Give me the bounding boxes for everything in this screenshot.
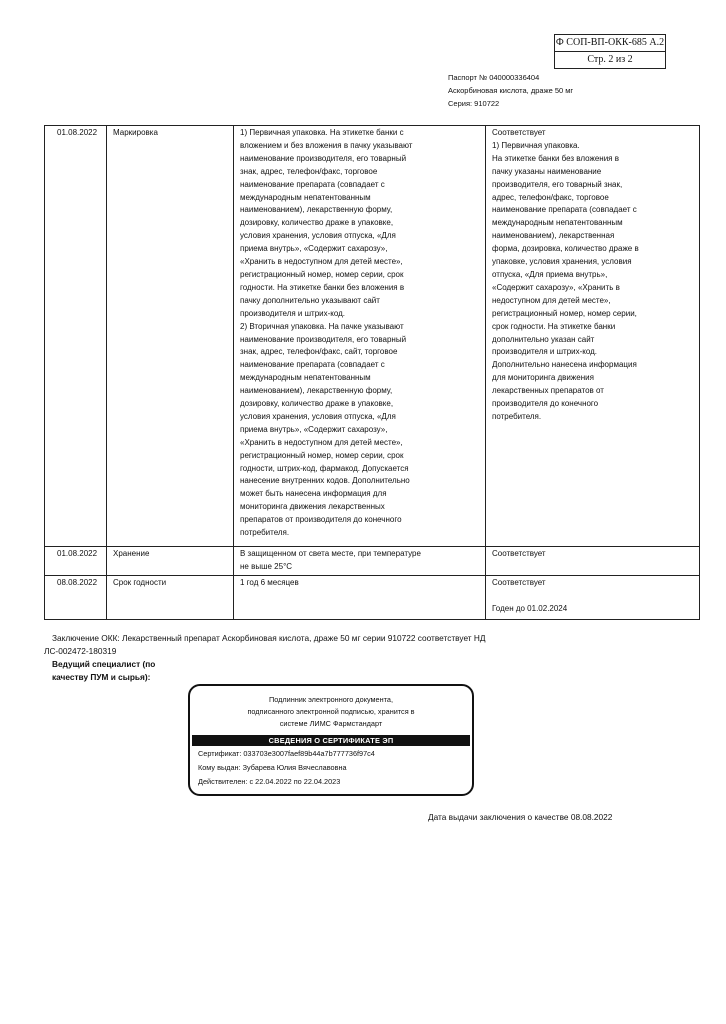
text-line: дополнительно указан сайт: [492, 334, 595, 344]
text-line: дозировку, количество драже в упаковке,: [240, 218, 394, 228]
text-line: наименование препарата (совпадает с: [492, 205, 637, 215]
text-line: нанесение внутренних кодов. Дополнительно: [240, 476, 410, 486]
result: [486, 547, 700, 576]
text-line: наименованием), лекарственная: [492, 231, 615, 241]
text-line: не выше 25°С: [240, 561, 293, 571]
text-line: наименование препарата (совпадает с: [240, 179, 385, 189]
text-line: может быть нанесена информация для: [240, 489, 387, 499]
text-line: 1) Первичная упаковка.: [492, 140, 580, 150]
text-line: приема внутрь», «Содержит сахарозу»,: [240, 424, 388, 434]
text-line: Соответствует: [492, 577, 546, 587]
electronic-signature-stamp: [188, 684, 474, 796]
text-line: срок годности. На этикетке банки: [492, 321, 616, 331]
text-line: годности. На этикетке банки без вложения в: [240, 282, 405, 292]
text-line: Дополнительно нанесена информация: [492, 360, 637, 370]
text-line: В защищенном от света месте, при температуре: [240, 549, 421, 558]
page-number: Стр. 2 из 2: [555, 51, 665, 68]
text-line: условия хранения, условия отпуска, «Для: [240, 231, 396, 241]
text-line: регистрационный номер, номер серии, срок: [240, 269, 404, 279]
test-date: 01.08.2022: [45, 126, 107, 547]
text-line: знак, адрес, телефон/факс, торговое: [240, 166, 378, 176]
passport-number: Паспорт № 040000336404: [448, 73, 540, 82]
test-name: Маркировка: [107, 126, 234, 547]
text-line: «Хранить в недоступном для детей месте»,: [240, 437, 403, 447]
test-date: 08.08.2022: [45, 575, 107, 619]
table-row: [45, 126, 700, 547]
result: [486, 575, 700, 619]
table-row: [45, 547, 700, 576]
text-line: «Хранить в недоступном для детей месте»,: [240, 257, 403, 267]
stamp-line: Подлинник электронного документа,: [268, 695, 393, 704]
series-number: Серия: 910722: [448, 99, 500, 108]
text-line: международным непатентованным: [240, 373, 371, 383]
document-code-box: [554, 34, 666, 69]
test-name: Срок годности: [107, 575, 234, 619]
requirement: [234, 575, 486, 619]
text-line: потребителя.: [492, 411, 542, 421]
text-line: производителя, его товарный знак,: [492, 179, 623, 189]
text-line: отпуска, «Для приема внутрь»,: [492, 269, 608, 279]
text-line: вложением и без вложения в пачку указывают: [240, 140, 413, 150]
text-line: «Содержит сахарозу», «Хранить в: [492, 282, 620, 292]
text-line: 2) Вторичная упаковка. На пачке указывают: [240, 321, 404, 331]
text-line: Соответствует: [492, 128, 546, 137]
certificate-owner: Кому выдан: Зубарева Юлия Вячеславовна: [198, 763, 347, 772]
text-line: для мониторинга движения: [492, 373, 594, 383]
text-line: препаратов от производителя до конечного: [240, 515, 402, 525]
text-line: мониторинга движения лекарственных: [240, 502, 385, 512]
text-line: недоступном для детей месте»,: [492, 295, 611, 305]
text-line: Годен до 01.02.2024: [492, 603, 568, 613]
text-line: условия хранения, условия отпуска, «Для: [240, 411, 396, 421]
text-line: потребителя.: [240, 528, 290, 538]
certificate-validity: Действителен: с 22.04.2022 по 22.04.2023: [198, 777, 341, 786]
stamp-line: системе ЛИМС Фармстандарт: [279, 719, 383, 728]
issue-date: Дата выдачи заключения о качестве 08.08.2022: [428, 812, 613, 822]
certificate-header: СВЕДЕНИЯ О СЕРТИФИКАТЕ ЭП: [192, 735, 470, 746]
text-line: Соответствует: [492, 549, 546, 558]
text-line: адрес, телефон/факс, торговое: [492, 192, 609, 202]
text-line: лекарственных препаратов от: [492, 386, 604, 396]
table-row: [45, 575, 700, 619]
text-line: дозировку, количество драже в упаковке,: [240, 399, 394, 409]
text-line: пачку указаны наименование: [492, 166, 602, 176]
certificate-id: Сертификат: 033703e3007faef89b44a7b777736f97c4: [198, 749, 375, 758]
specialist-label: [52, 658, 155, 684]
text-line: наименованием), лекарственную форму,: [240, 205, 393, 215]
test-date: 01.08.2022: [45, 547, 107, 576]
text-line: международным непатентованным: [240, 192, 371, 202]
document-code: Ф СОП-ВП-ОКК-685 А.2: [555, 37, 665, 48]
text-line: 1) Первичная упаковка. На этикетке банки с: [240, 128, 404, 137]
text-line: 1 год 6 месяцев: [240, 577, 299, 587]
product-name: Аскорбиновая кислота, драже 50 мг: [448, 86, 574, 95]
text-line: регистрационный номер, номер серии, срок: [240, 450, 404, 460]
test-results-table: [44, 125, 700, 620]
text-line: На этикетке банки без вложения в: [492, 153, 619, 163]
requirement: [234, 126, 486, 547]
conclusion-line: Заключение ОКК: Лекарственный препарат Аскорбиновая кислота, драже 50 мг серии 910722 соответствует НД: [52, 633, 486, 643]
qc-conclusion: [44, 632, 664, 658]
specialist-line: Ведущий специалист (по: [52, 659, 156, 669]
text-line: международным непатентованным: [492, 218, 623, 228]
result: [486, 126, 700, 547]
requirement: [234, 547, 486, 576]
text-line: упаковке, условия хранения, условия: [492, 257, 632, 267]
text-line: производителя и штрих-код.: [240, 308, 346, 318]
text-line: наименование препарата (совпадает с: [240, 360, 385, 370]
text-line: наименованием), лекарственную форму,: [240, 386, 393, 396]
stamp-line: подписанного электронной подписью, хранится в: [247, 707, 415, 716]
text-line: наименование производителя, его товарный: [240, 153, 407, 163]
text-line: производителя и штрих-код.: [492, 347, 598, 357]
text-line: [492, 590, 695, 603]
text-line: форма, дозировка, количество драже в: [492, 244, 639, 254]
passport-info: [448, 71, 573, 110]
text-line: приема внутрь», «Содержит сахарозу»,: [240, 244, 388, 254]
text-line: производителя до конечного: [492, 399, 599, 409]
text-line: знак, адрес, телефон/факс, сайт, торговое: [240, 347, 398, 357]
text-line: регистрационный номер, номер серии,: [492, 308, 637, 318]
test-name: Хранение: [107, 547, 234, 576]
specialist-line: качеству ПУМ и сырья):: [52, 672, 151, 682]
text-line: годности, штрих-код, фармакод. Допускается: [240, 463, 409, 473]
text-line: наименование производителя, его товарный: [240, 334, 407, 344]
text-line: пачку дополнительно указывают сайт: [240, 295, 380, 305]
conclusion-line: ЛС-002472-180319: [44, 646, 117, 656]
